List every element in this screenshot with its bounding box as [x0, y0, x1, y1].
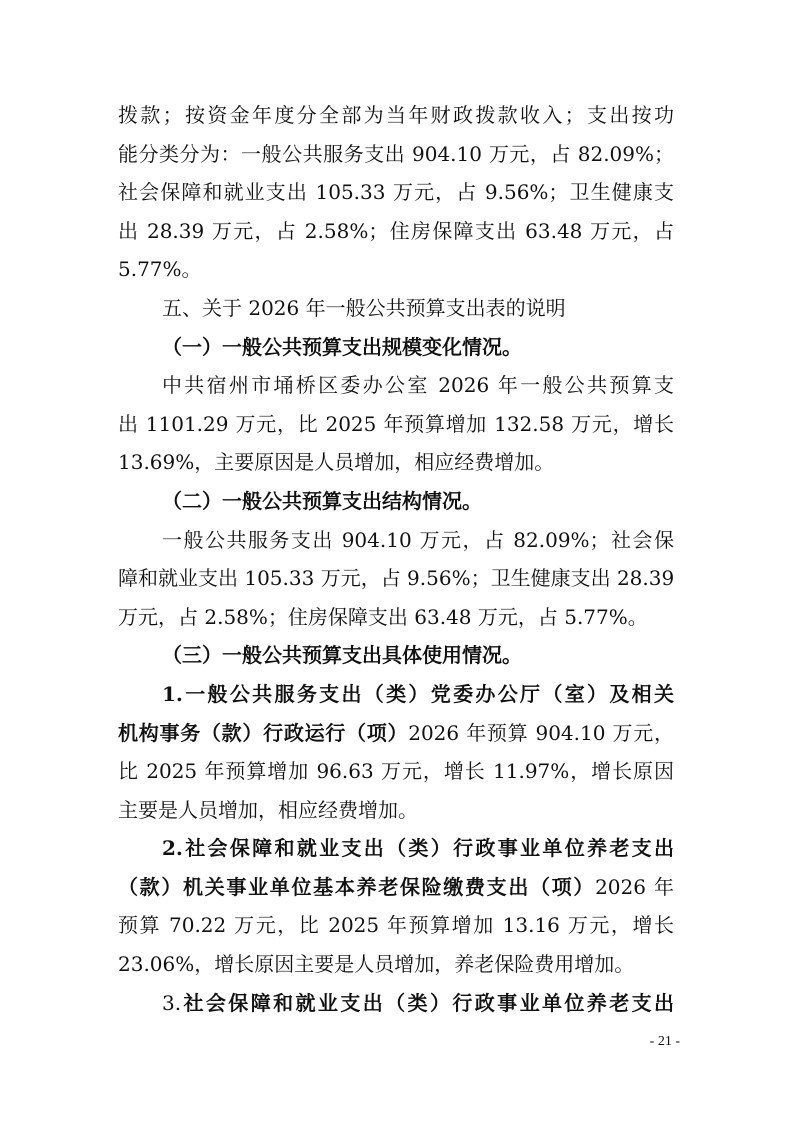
- body-text: [118, 96, 674, 1022]
- paragraph-line: [118, 714, 674, 753]
- paragraph-line: 拨款；按资金年度分全部为当年财政拨款收入；支出按功: [118, 103, 674, 127]
- paragraph-line: 万元，占 2.58%；住房保障支出 63.48 万元，占 5.77%。: [118, 604, 648, 629]
- item-heading-cont: （款）机关事业单位基本养老保险缴费支出（项）: [118, 874, 596, 899]
- subsection-heading: （二）一般公共预算支出结构情况。: [162, 488, 482, 513]
- paragraph-line: 比 2025 年预算增加 96.63 万元，增长 11.97%，增长原因: [118, 759, 674, 784]
- item-heading: 1.一般公共服务支出（类）党委办公厅（室）及相关: [162, 681, 674, 706]
- item-heading: 2.社会保障和就业支出（类）行政事业单位养老支出: [162, 836, 674, 861]
- item-heading-cont: 机构事务（款）行政运行（项）: [118, 720, 409, 745]
- item-text: 2026 年预算 904.10 万元，: [408, 720, 674, 745]
- item-text: 2026 年: [595, 874, 674, 899]
- subsection-heading: （三）一般公共预算支出具体使用情况。: [162, 643, 522, 668]
- paragraph-line: 5.77%。: [118, 257, 202, 282]
- section-heading: 五、关于 2026 年一般公共预算支出表的说明: [162, 295, 566, 320]
- item-number: 3.: [162, 990, 182, 1015]
- paragraph-line: 23.06%，增长原因主要是人员增加，养老保险费用增加。: [118, 952, 635, 977]
- paragraph-line: 主要是人员增加，相应经费增加。: [118, 797, 418, 822]
- item-heading-text: 社会保障和就业支出（类）行政事业单位养老支出: [181, 990, 674, 1015]
- paragraph-line: 出 28.39 万元，占 2.58%；住房保障支出 63.48 万元，占: [118, 218, 674, 243]
- paragraph-line: 出 1101.29 万元，比 2025 年预算增加 132.58 万元，增长: [118, 411, 674, 436]
- paragraph-line: [118, 868, 674, 907]
- page-number: - 21 -: [649, 1034, 680, 1049]
- paragraph-line: 13.69%，主要原因是人员增加，相应经费增加。: [118, 450, 555, 475]
- subsection-heading: （一）一般公共预算支出规模变化情况。: [162, 334, 522, 359]
- paragraph-line: 中共宿州市埇桥区委办公室 2026 年一般公共预算支: [162, 373, 674, 398]
- paragraph-line: 社会保障和就业支出 105.33 万元，占 9.56%；卫生健康支: [118, 180, 674, 205]
- paragraph-line: 预算 70.22 万元，比 2025 年预算增加 13.16 万元，增长: [118, 913, 674, 938]
- paragraph-line: 能分类分为：一般公共服务支出 904.10 万元，占 82.09%；: [118, 141, 674, 166]
- item-heading: [118, 984, 674, 1023]
- paragraph-line: 一般公共服务支出 904.10 万元，占 82.09%；社会保: [162, 527, 674, 552]
- paragraph-line: 障和就业支出 105.33 万元，占 9.56%；卫生健康支出 28.39: [118, 566, 674, 591]
